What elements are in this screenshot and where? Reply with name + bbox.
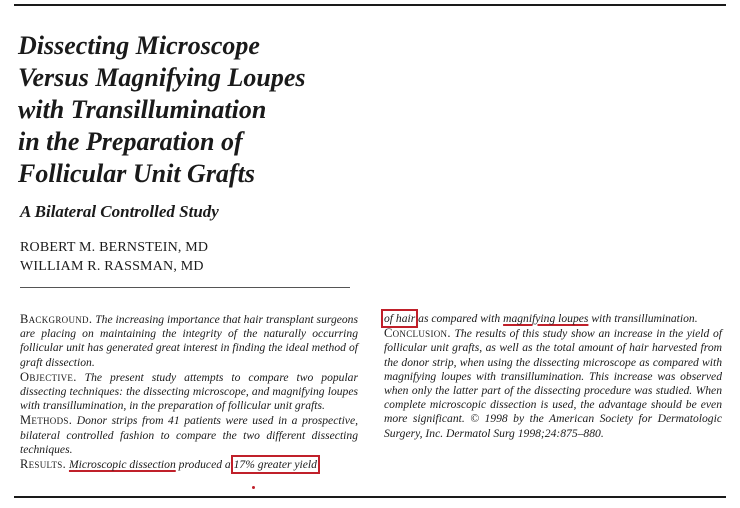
results-text-3: with transillumination. <box>591 312 698 325</box>
objective-heading: Objective. <box>20 369 77 384</box>
highlight-magnifying-loupes: magnifying loupes <box>503 312 589 325</box>
section-divider <box>20 287 350 288</box>
abstract-background <box>20 312 358 370</box>
title-line: Dissecting Microscope <box>18 31 260 60</box>
article-title <box>18 30 398 190</box>
title-line: in the Preparation of <box>18 127 243 156</box>
title-line: Versus Magnifying Loupes <box>18 63 306 92</box>
background-heading: Background. <box>20 312 93 326</box>
copyright-text: © 1998 by the American Society for Dermatologic Surgery, Inc. Dermatol Surg 1998;24:875–880. <box>384 412 722 440</box>
bottom-rule <box>14 496 726 498</box>
background-text: The increasing importance that hair transplant surgeons are placing on maintaining the integrity of the naturally occurring follicular unit has generated great interest in finding the ideal method of graft dissection. <box>20 313 358 369</box>
title-line: Follicular Unit Grafts <box>18 159 255 188</box>
methods-heading: Methods. <box>20 413 73 428</box>
results-text-2: as compared with <box>418 312 501 325</box>
highlight-microscopic-dissection: Microscopic dissection <box>68 458 176 472</box>
author-name: ROBERT M. BERNSTEIN, MD <box>20 240 209 255</box>
abstract-left-column <box>20 312 358 472</box>
abstract-results <box>20 457 358 472</box>
abstract-methods <box>20 413 358 457</box>
top-rule <box>14 4 726 6</box>
abstract-right-column <box>384 312 722 441</box>
abstract-conclusion <box>384 326 722 441</box>
annotation-dot <box>252 486 255 489</box>
highlight-17-percent-yield: 17% greater yield <box>233 458 317 472</box>
conclusion-text: The results of this study show an increase in the yield of follicular unit grafts, as well as the total amount of hair harvested from the donor strip, when using the dissecting microscope as compared with magnifying loupes with transillumination. This increase was observed when only the latter part of the dissecting procedure was studied. When complete microscopic dissection is used, the advantage should be even more significant. <box>384 327 723 426</box>
results-continued <box>384 312 722 326</box>
author-list <box>20 238 208 276</box>
conclusion-heading: Conclusion. <box>384 326 451 341</box>
abstract-objective <box>20 370 358 414</box>
objective-text: The present study attempts to compare two popular dissecting techniques: the dissecting microscope, and magnifying loupes with transillumination, in the preparation of follicular unit grafts. <box>20 370 358 413</box>
title-line: with Transillumination <box>18 95 267 124</box>
highlight-of-hair: of hair <box>384 312 416 325</box>
methods-text: Donor strips from 41 patients were used in a prospective, bilateral controlled fashion to compare the two different dissecting techniques. <box>20 414 358 456</box>
results-text-1: produced a <box>178 458 231 472</box>
author-name: WILLIAM R. RASSMAN, MD <box>20 259 204 274</box>
article-subtitle: A Bilateral Controlled Study <box>20 202 219 221</box>
results-heading: Results. <box>20 457 67 472</box>
